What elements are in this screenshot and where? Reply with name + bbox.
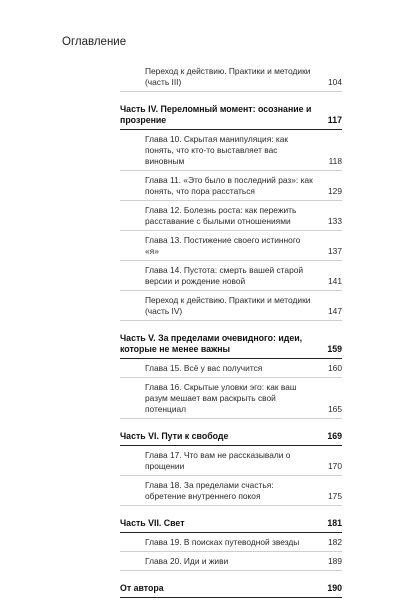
toc-part[interactable] — [120, 333, 342, 359]
toc-entry-title: Переход к действию. Практики и методики (часть IV) — [145, 295, 311, 316]
toc-entry[interactable] — [120, 363, 342, 378]
toc-part-page: 169 — [327, 431, 342, 441]
toc-entry-title: Глава 16. Скрытые уловки эго: как ваш разум мешает вам раскрыть свой потенциал — [145, 382, 297, 414]
toc-entry-page: 147 — [328, 306, 342, 316]
toc-entry[interactable] — [120, 450, 342, 476]
toc-entry[interactable] — [120, 537, 342, 552]
toc-entry-page: 133 — [328, 216, 342, 226]
toc-part-title: Часть IV. Переломный момент: осознание и прозрение — [120, 104, 312, 125]
page-title: Оглавление — [62, 36, 127, 48]
table-of-contents — [120, 66, 342, 602]
toc-entry-title: Переход к действию. Практики и методики (часть III) — [145, 66, 311, 87]
toc-entry[interactable] — [120, 382, 342, 419]
toc-entry-page: 104 — [328, 77, 342, 87]
toc-part-page: 190 — [327, 583, 342, 593]
toc-entry[interactable] — [120, 235, 342, 261]
toc-entry[interactable] — [120, 265, 342, 291]
toc-part-title: Часть VII. Свет — [120, 518, 185, 528]
toc-part[interactable] — [120, 583, 342, 598]
toc-entry-title: Глава 19. В поисках путеводной звезды — [145, 537, 300, 547]
toc-part[interactable] — [120, 104, 342, 130]
toc-part-title: Часть VI. Пути к свободе — [120, 431, 229, 441]
toc-part[interactable] — [120, 518, 342, 533]
toc-entry-page: 189 — [328, 556, 342, 566]
toc-entry-title: Глава 17. Что вам не рассказывали о прощении — [145, 450, 291, 471]
toc-part-page: 117 — [327, 115, 342, 125]
toc-entry-title: Глава 10. Скрытая манипуляция: как понять, что кто-то выставляет вас виновным — [145, 134, 289, 166]
toc-entry-title: Глава 18. За пределами счастья: обретение внутреннего покоя — [145, 480, 274, 501]
toc-part-page: 159 — [327, 344, 342, 354]
toc-entry-title: Глава 13. Постижение своего истинного «я» — [145, 235, 301, 256]
toc-entry-title: Глава 12. Болезнь роста: как пережить расставание с былыми отношениями — [145, 205, 297, 226]
toc-part-page: 181 — [327, 518, 342, 528]
toc-entry-page: 160 — [328, 363, 342, 373]
toc-part-title: Часть V. За пределами очевидного: идеи, которые не менее важны — [120, 333, 303, 354]
toc-entry-title: Глава 15. Всё у вас получится — [145, 363, 263, 373]
toc-entry-page: 137 — [328, 246, 342, 256]
toc-entry[interactable] — [120, 175, 342, 201]
toc-entry-title: Глава 14. Пустота: смерть вашей старой версии и рождение новой — [145, 265, 304, 286]
toc-entry[interactable] — [120, 205, 342, 231]
toc-entry[interactable] — [120, 480, 342, 506]
toc-entry-page: 141 — [328, 276, 342, 286]
toc-entry-page: 170 — [328, 461, 342, 471]
toc-part[interactable] — [120, 431, 342, 446]
toc-entry-page: 165 — [328, 404, 342, 414]
toc-entry-page: 129 — [328, 186, 342, 196]
toc-entry[interactable] — [120, 134, 342, 171]
toc-entry-title: Глава 20. Иди и живи — [145, 556, 229, 566]
toc-entry-title: Глава 11. «Это было в последний раз»: как понять, что пора расстаться — [145, 175, 313, 196]
toc-part-title: От автора — [120, 583, 164, 593]
toc-entry[interactable] — [120, 556, 342, 571]
toc-entry[interactable] — [120, 295, 342, 321]
toc-entry-page: 118 — [328, 156, 342, 166]
toc-entry[interactable] — [120, 66, 342, 92]
toc-entry-page: 182 — [328, 537, 342, 547]
toc-entry-page: 175 — [328, 491, 342, 501]
